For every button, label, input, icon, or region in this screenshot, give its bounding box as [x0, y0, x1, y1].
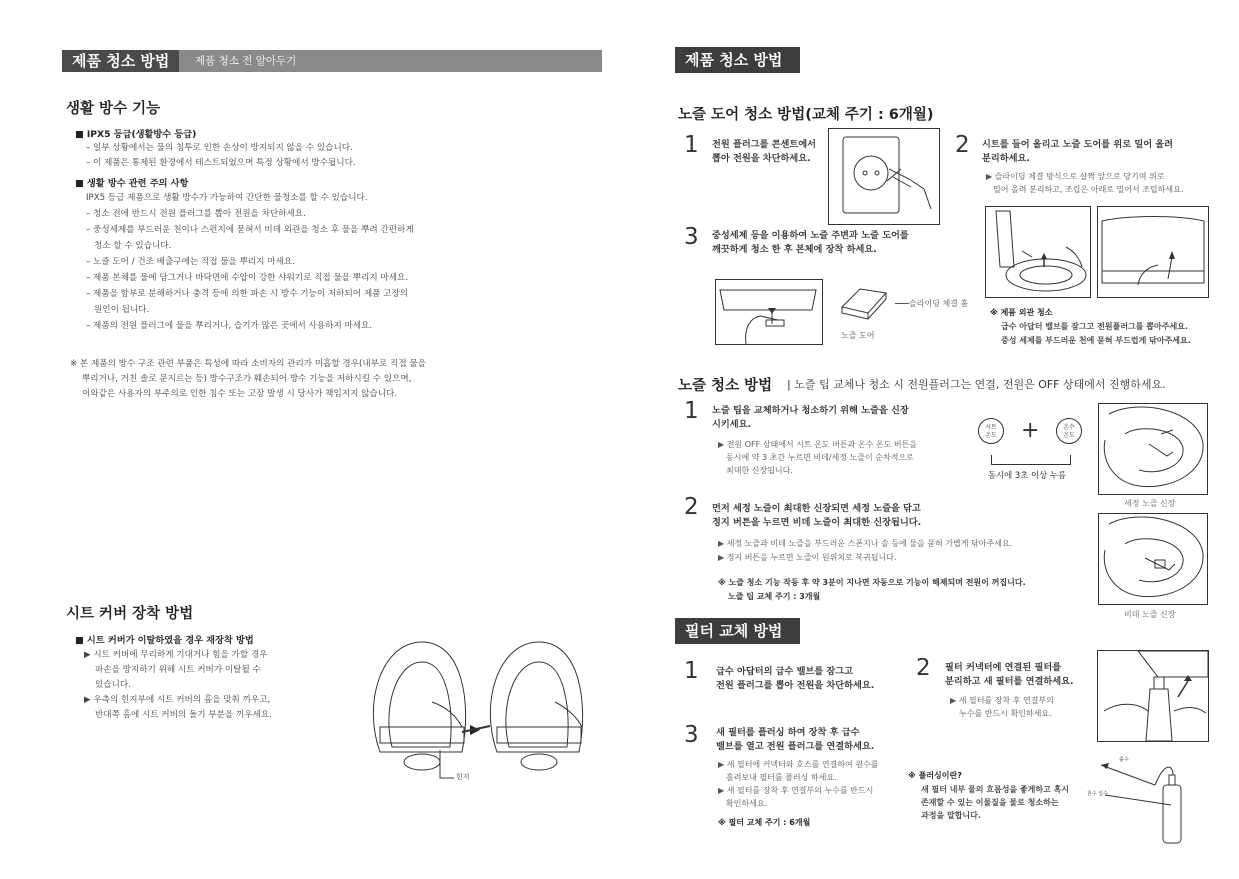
door-remove-illustration-1 — [985, 206, 1091, 298]
filter-step3-note-4: 확인하세요. — [726, 799, 768, 808]
ipx-line-1: – 일부 상황에서는 물의 침투로 인한 손상이 방지되지 않을 수 있습니다. — [86, 143, 353, 153]
filter-step2-line-1: 필터 커넥터에 연결된 필터를 — [945, 662, 1062, 673]
filter-step1-num: 1 — [684, 658, 699, 684]
nozzle-step1-num: 1 — [684, 398, 699, 424]
caution-line-1: IPX5 등급 제품으로 생활 방수가 가능하여 간단한 물청소를 할 수 있습니다. — [86, 193, 368, 203]
press-label: 동시에 3초 이상 누름 — [988, 470, 1067, 480]
waterproof-note-1: ※ 본 제품의 방수 구조 관련 부품은 특성에 따라 소비자의 관리가 미흡할 경우(내부로 직접 물을 — [70, 359, 426, 369]
press-bracket — [991, 455, 1071, 465]
nozzle-step1-line-1: 노즐 팁을 교체하거나 청소하기 위해 노즐을 신장 — [712, 405, 909, 416]
filter-step3-num: 3 — [684, 722, 699, 748]
caution-line-5: – 노즐 도어 / 건조 배출구에는 직접 물을 뿌리지 마세요. — [86, 257, 295, 267]
seat-temp-button — [978, 418, 1004, 444]
flush-heading: ※ 플러싱이란? — [908, 771, 962, 780]
waterproof-note-2: 뿌리거나, 거친 솔로 문지르는 등) 방수구조가 훼손되어 방수 기능을 저하시킬 수 있으며, — [82, 374, 412, 384]
water-temp-button — [1056, 418, 1082, 444]
filter-step3-line-2: 밸브를 열고 전원 플러그를 연결하세요. — [716, 741, 875, 752]
seat-cover-illustration — [362, 632, 592, 782]
nozzle-step2-num: 2 — [684, 494, 699, 520]
filter-connect-illustration — [1097, 650, 1209, 742]
nozzle-step1-note-2: 동시에 약 3 초간 누르면 비데/세정 노즐이 순차적으로 — [726, 453, 914, 462]
nozzle-subtitle: | 노즐 팁 교체나 청소 시 전원플러그는 연결, 전원은 OFF 상태에서 진행하세요. — [787, 378, 1166, 391]
door-step2-num: 2 — [955, 132, 970, 158]
seat-cover-line-2: 파손을 방지하기 위해 시트 커버가 이탈될 수 — [95, 665, 261, 675]
seat-temp-label-2: 온도 — [985, 432, 997, 439]
seat-cover-title: 시트 커버 장착 방법 — [66, 606, 194, 622]
seat-cover-line-4: ▶ 우측의 힌지부에 시트 커버의 홈을 맞춰 끼우고, — [84, 695, 271, 705]
door-step1-num: 1 — [684, 132, 699, 158]
seat-cover-line-5: 반대쪽 홈에 시트 커버의 돌기 부분을 끼우세요. — [95, 710, 272, 720]
nozzle-step1-line-2: 시키세요. — [712, 419, 751, 430]
door-clean-illustration — [715, 279, 823, 345]
exterior-line-1: 급수 아답터 밸브를 잠그고 전원플러그를 뽑아주세요. — [1001, 322, 1188, 331]
exterior-heading: ※ 제품 외관 청소 — [990, 308, 1053, 317]
caution-line-6: – 제품 본체를 물에 담그거나 바닥면에 수압이 강한 샤워기로 직접 물을 뿌리지 마세요. — [86, 273, 409, 283]
seat-cover-line-3: 있습니다. — [95, 680, 131, 690]
wash-nozzle-illustration — [1098, 403, 1208, 495]
nozzle-title: 노즐 청소 방법 — [678, 378, 773, 394]
flushing-illustration — [1095, 755, 1215, 845]
filter-step3-note-2: 흘려보내 필터를 플러싱 하세요. — [726, 773, 837, 782]
nozzle-auto-note-2: 노즐 팁 교체 주기 : 3개월 — [728, 592, 821, 601]
caution-line-8: 원인이 됩니다. — [94, 305, 150, 315]
caution-line-2: – 청소 전에 반드시 전원 플러그를 뽑아 전원을 차단하세요. — [86, 209, 306, 219]
door-remove-illustration-2 — [1097, 206, 1209, 298]
nozzle-step1-note-1: ▶ 전원 OFF 상태에서 시트 온도 버튼과 온수 온도 버튼을 — [718, 440, 918, 449]
door-step2-note-1: ▶ 슬라이딩 체결 방식으로 살짝 앞으로 당기며 위로 — [986, 172, 1165, 181]
outlet-illustration — [828, 128, 940, 225]
waterproof-note-3: 이와같은 사용자의 부주의로 인한 침수 또는 고장 발생 시 당사가 책임지지 않습니다. — [82, 389, 398, 399]
seat-cover-heading: ■ 시트 커버가 이탈하였을 경우 재장착 방법 — [75, 635, 254, 646]
filter-step2-line-2: 분리하고 새 필터를 연결하세요. — [945, 676, 1074, 687]
caution-line-4: 청소 할 수 있습니다. — [94, 241, 172, 251]
filter-cycle: ※ 필터 교체 주기 : 6개월 — [718, 818, 811, 827]
ipx-line-2: – 이 제품은 통제된 환경에서 테스트되었으며 특정 상황에서 방수됩니다. — [86, 158, 356, 168]
seat-cover-line-1: ▶ 시트 커버에 무리하게 기대거나 힘을 가할 경우 — [84, 650, 268, 660]
left-header-subtitle: 제품 청소 전 알아두기 — [195, 55, 297, 67]
nozzle-auto-note-1: ※ 노즐 청소 기능 작동 후 약 3분이 지나면 자동으로 기능이 해제되며 전원이 꺼집니다. — [718, 578, 1026, 587]
nozzle-door-part-illustration — [838, 283, 898, 323]
door-step2-line-1: 시트를 들어 올리고 노즐 도어를 위로 밀어 올려 — [982, 139, 1174, 150]
door-step2-line-2: 분리하세요. — [982, 153, 1030, 164]
bidet-nozzle-illustration — [1098, 513, 1208, 605]
sliding-leader-line — [895, 303, 909, 304]
filter-step1-line-1: 급수 아답터의 급수 밸브를 잠그고 — [716, 666, 854, 677]
waterproof-title: 생활 방수 기능 — [66, 101, 161, 117]
sliding-groove-label: 슬라이딩 체결 홈 — [909, 299, 969, 308]
door-step1-line-2: 뽑아 전원을 차단하세요. — [712, 153, 811, 164]
flush-line-3: 과정을 말합니다. — [921, 811, 981, 820]
left-header-title: 제품 청소 방법 — [62, 50, 179, 72]
filter-step3-note-3: ▶ 새 필터를 장착 후 연결부의 누수를 반드시 — [718, 786, 874, 795]
filter-step1-line-2: 전원 플러그를 뽑아 전원을 차단하세요. — [716, 680, 875, 691]
flush-line-2: 존재할 수 있는 이물질을 물로 청소하는 — [921, 798, 1059, 807]
inlet-flow-label: 원수 입수 — [1087, 791, 1108, 797]
door-step3-line-2: 깨끗하게 청소 한 후 본체에 장착 하세요. — [712, 244, 877, 255]
filter-step2-note-2: 누수를 반드시 확인하세요. — [959, 709, 1052, 718]
filter-step2-num: 2 — [916, 655, 931, 681]
nozzle-step2-line-2: 정지 버튼을 누르면 비데 노즐이 최대한 신장됩니다. — [712, 517, 922, 528]
wash-nozzle-caption: 세정 노즐 신장 — [1124, 499, 1176, 508]
filter-step2-note-1: ▶ 새 필터를 장착 후 연결부의 — [950, 696, 1054, 705]
outlet-flow-label: 출수 — [1119, 757, 1129, 763]
seat-temp-label-1: 시트 — [985, 424, 997, 431]
nozzle-step2-line-1: 먼저 세정 노즐이 최대한 신장되면 세정 노즐을 닦고 — [712, 503, 921, 514]
water-temp-label-1: 온수 — [1063, 424, 1075, 431]
caution-line-3: – 중성세제를 부드러운 천이나 스펀지에 묻혀서 비데 외관을 청소 후 물을 뿌려 간편하게 — [86, 225, 414, 235]
door-step2-note-2: 밀어 올려 분리하고, 조립은 아래로 밀어서 조립하세요. — [993, 185, 1184, 194]
nozzle-door-label: 노즐 도어 — [841, 331, 875, 340]
nozzle-step2-note-1: ▶ 세정 노즐과 비데 노즐을 부드러운 스폰지나 솔 등에 물을 묻혀 가볍게 닦아주세요. — [718, 539, 1013, 548]
filter-step3-line-1: 새 필터를 플러싱 하여 장착 후 급수 — [716, 727, 860, 738]
plus-sign: + — [1021, 418, 1040, 443]
nozzle-step2-note-2: ▶ 정지 버튼을 누르면 노즐이 원위치로 복귀됩니다. — [718, 553, 897, 562]
filter-step3-note-1: ▶ 새 필터에 커넥터와 호스를 연결하여 원수를 — [718, 760, 879, 769]
flush-line-1: 새 필터 내부 물의 흐름성을 좋게하고 혹시 — [921, 785, 1070, 794]
right-header-title: 제품 청소 방법 — [675, 47, 800, 73]
door-step1-line-1: 전원 플러그를 콘센트에서 — [712, 139, 817, 150]
exterior-line-2: 중성 세제를 부드러운 천에 묻혀 부드럽게 닦아주세요. — [1001, 336, 1191, 345]
hinge-label: 힌지 — [456, 773, 470, 781]
nozzle-step1-note-3: 최대한 신장됩니다. — [726, 466, 793, 475]
door-step3-line-1: 중성세제 등을 이용하여 노즐 주변과 노즐 도어를 — [712, 230, 909, 241]
caution-heading: ■ 생활 방수 관련 주의 사항 — [75, 178, 189, 189]
caution-line-7: – 제품을 함부로 분해하거나 충격 등에 의한 파손 시 방수 기능이 저하되어 제품 고장의 — [86, 289, 409, 299]
door-step3-num: 3 — [684, 224, 699, 250]
water-temp-label-2: 온도 — [1063, 432, 1075, 439]
nozzle-door-title: 노즐 도어 청소 방법(교체 주기 : 6개월) — [678, 107, 934, 123]
bidet-nozzle-caption: 비데 노즐 신장 — [1124, 610, 1176, 619]
caution-line-9: – 제품의 전원 플러그에 물을 뿌리거나, 습기가 많은 곳에서 사용하지 마세요. — [86, 321, 373, 331]
ipx-heading: ■ IPX5 등급(생활방수 등급) — [75, 129, 197, 140]
filter-title: 필터 교체 방법 — [675, 618, 800, 644]
